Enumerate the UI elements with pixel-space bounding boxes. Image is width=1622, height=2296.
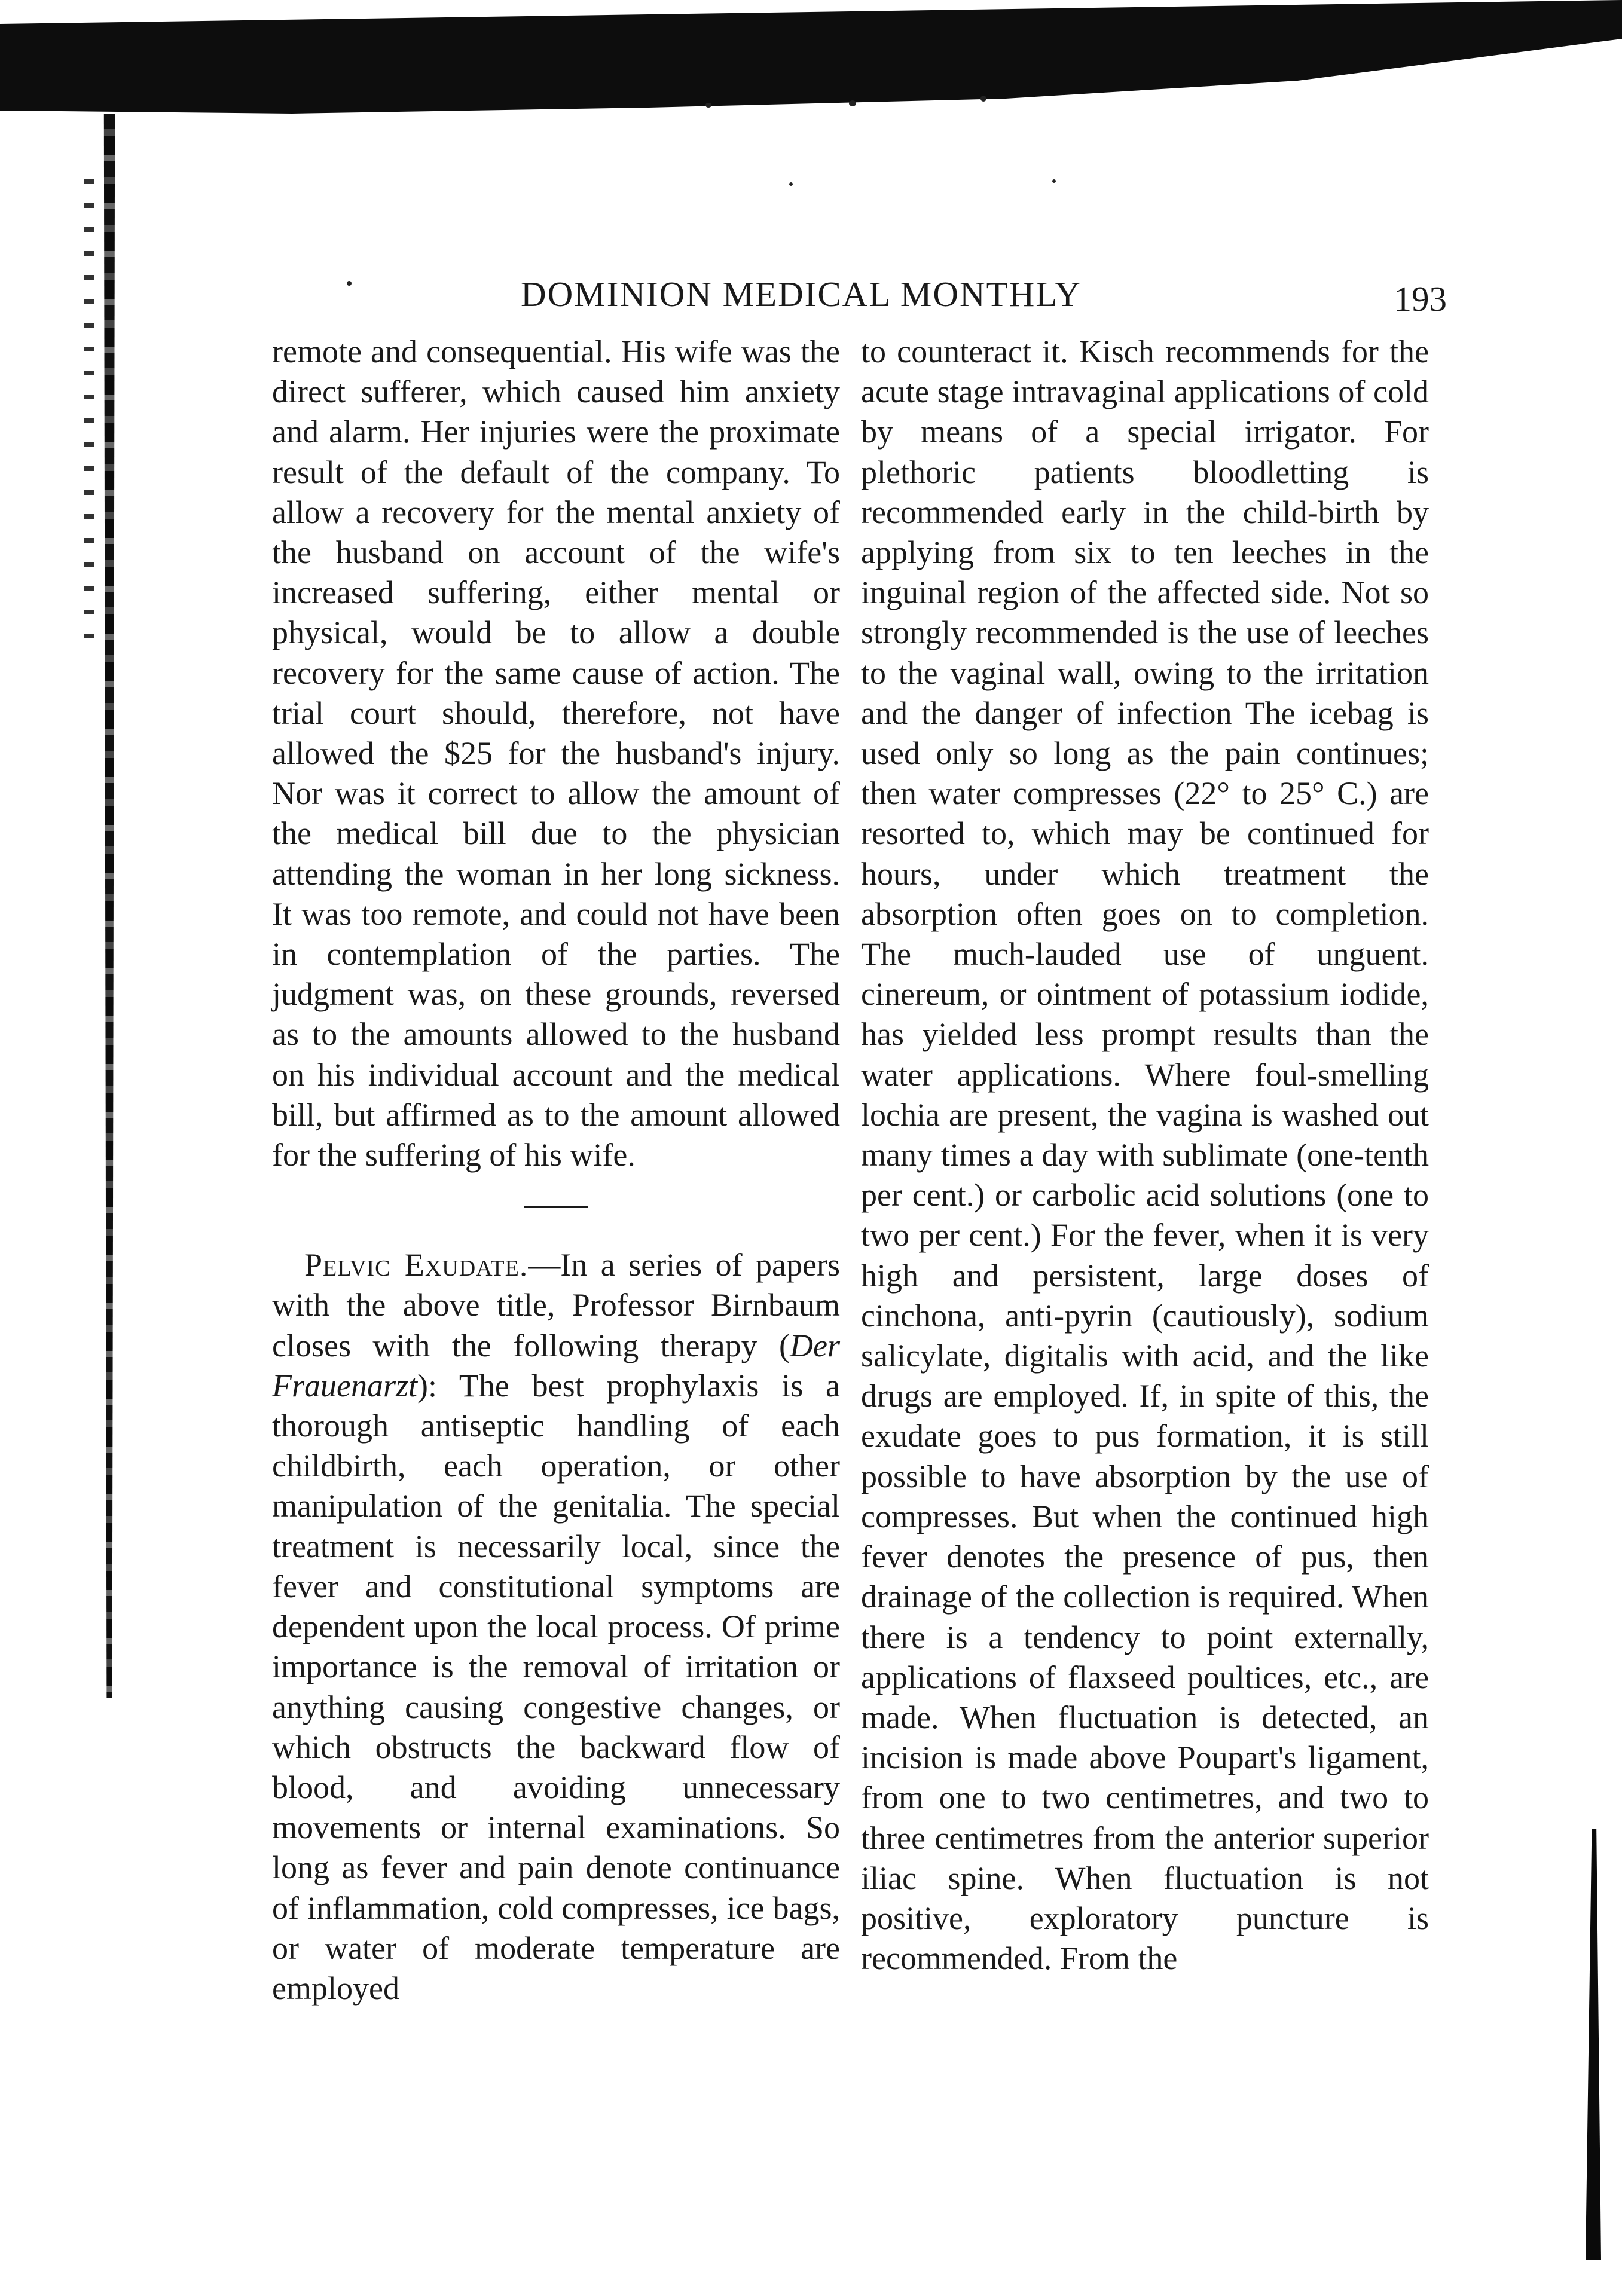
section-divider [524,1206,588,1208]
journal-citation: Der Frauenarzt [272,1327,840,1404]
paragraph-text: ): The best prophylaxis is a thorough antiseptic handling of each childbirth, each operation, or other manipulation of the genitalia. The special treatment is necessarily local, since the fever and constitutional symptoms are dependent upon the local process. Of prime importance is the removal of irritation or anything causing congestive changes, or which obstructs the backward flow of blood, and avoiding unnecessary movements or internal examinations. So long as fever and pain denote continuance of inflammation, cold compresses, ice bags, or water of moderate temperature are employed [272,1367,840,2006]
right-column [861,332,1429,1979]
left-column [272,332,840,2008]
paragraph-treatment: to counteract it. Kisch recommends for the acute stage intravaginal applications of cold by means of a special irrigator. For plethoric patients bloodletting is recommended early in the child-birth by applying from six to ten leeches in the inguinal region of the affected side. Not so strongly recommended is the use of leeches to the vaginal wall, owing to the irritation and the danger of infection The icebag is used only so long as the pain continues; then water compresses (22° to 25° C.) are resorted to, which may be continued for hours, under which treatment the absorption often goes on to completion. The much-lauded use of unguent. cinereum, or ointment of potassium iodide, has yielded less prompt results than the water applications. Where foul-smelling lochia are present, the vagina is washed out many times a day with sublimate (one-tenth per cent.) or carbolic acid solutions (one to two per cent.) For the fever, when it is very high and persistent, large doses of cinchona, anti-pyrin (cautiously), sodium salicylate, digitalis with acid, and the like drugs are employed. If, in spite of this, the exudate goes to pus formation, it is still possible to have absorption by the use of compresses. But when the continued high fever denotes the presence of pus, then drainage of the collection is required. When there is a tendency to point externally, applications of flaxseed poultices, etc., are made. When fluctuation is detected, an incision is made above Poupart's ligament, from one to two centimetres, and two to three centimetres from the anterior superior iliac spine. When fluctuation is not positive, exploratory puncture is recommended. From the [861,334,1429,1977]
scan-binding-shadow [96,114,123,1698]
page-header [155,270,1447,318]
paragraph-text: —In a series of papers with the above title, Professor Birnbaum closes with the following therapy ( [272,1247,840,1363]
paragraph-pelvic-exudate [272,1245,840,2008]
scan-speckle [1052,179,1056,183]
scan-shadow-top [0,0,1622,149]
running-title: DOMINION MEDICAL MONTHLY [521,274,1082,314]
scan-speckle [705,103,711,108]
scan-speckle [789,182,793,186]
scan-right-edge-shadow [1586,1829,1601,2260]
scan-speckle [849,100,856,106]
paragraph-damages-ruling: remote and consequential. His wife was the direct sufferer, which caused him anxiety and alarm. Her injuries were the proximate result of the default of the company. To allow a recovery for the mental anxiety of the husband on account of the wife's increased suffering, either mental or physical, would be to allow a double recovery for the same cause of action. The trial court should, therefore, not have allowed the $25 for the husband's injury. Nor was it correct to allow the amount of the medical bill due to the physician attending the woman in her long sickness. It was too remote, and could not have been in contemplation of the parties. The judgment was, on these grounds, reversed as to the amounts allowed to the husband on his individual account and the medical bill, but affirmed as to the amount allowed for the suffering of his wife. [272,334,840,1173]
run-in-heading: Pelvic Exudate. [304,1247,529,1283]
scan-binding-marks [84,179,94,658]
scan-speckle [980,96,986,102]
page-number: 193 [1394,279,1447,319]
